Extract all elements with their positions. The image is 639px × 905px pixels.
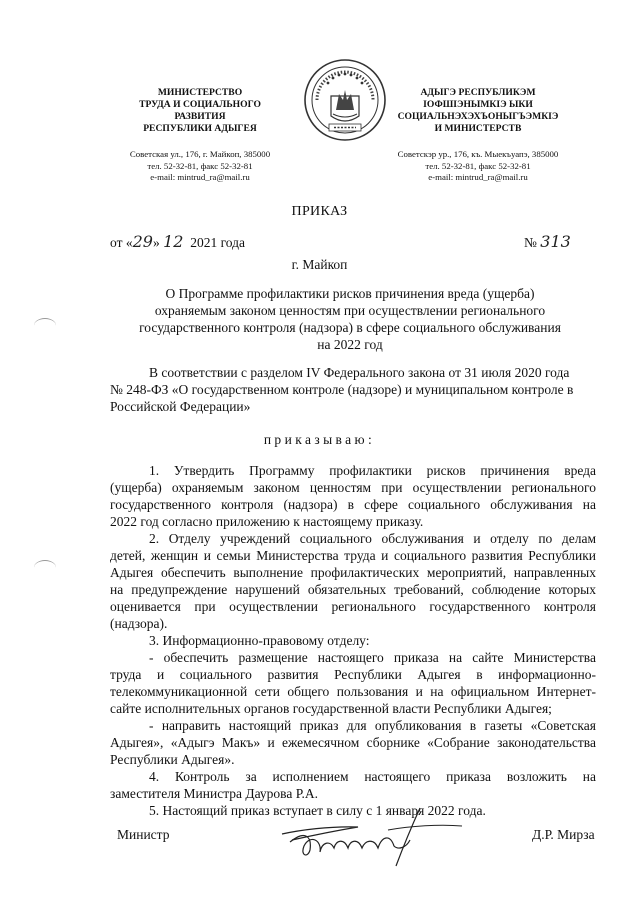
- preamble: [110, 364, 596, 415]
- ministry-address-adyghe: [373, 149, 583, 184]
- ministry-name-line: РАЗВИТИЯ: [174, 111, 226, 122]
- punch-hole: [34, 318, 56, 333]
- text-line: 1. Утвердить Программу профилактики рисков причинения вреда: [149, 463, 596, 478]
- order-item-3: [110, 632, 596, 649]
- handwritten-number: 313: [540, 232, 571, 251]
- order-subject: [110, 285, 590, 353]
- text-line: 5. Настоящий приказ вступает в силу с 1 января 2022 года.: [149, 803, 486, 818]
- order-item-1: [110, 462, 596, 530]
- handwritten-month: 12: [163, 232, 184, 251]
- ministry-address-ru: [95, 149, 305, 184]
- order-item-4: [110, 768, 596, 802]
- ministry-name-line: СОЦИАЛЬНЭХЭХЪОНЫГЪЭМКІЭ: [397, 111, 559, 122]
- header-left: [95, 87, 305, 184]
- text-line: заместителя Министра Даурова Р.А.: [110, 786, 319, 801]
- date-year: 2021 года: [190, 235, 246, 250]
- email-line: e-mail: mintrud_ra@mail.ru: [150, 172, 250, 183]
- text-line: - обеспечить размещение настоящего приказа на сайте Министерства: [149, 650, 596, 665]
- text-line: государственного контроля (надзора) в сфере социального обслуживания на: [110, 497, 596, 512]
- text-line: 4. Контроль за исполнением настоящего приказа возложить на: [149, 769, 596, 784]
- subject-line: охраняемым законом ценностям при осуществлении регионального: [154, 303, 546, 318]
- ministry-name-line: МИНИСТЕРСТВО: [157, 87, 243, 98]
- order-number: [524, 232, 571, 251]
- punch-hole: [34, 560, 56, 575]
- address-line: Советская ул., 176, г. Майкоп, 385000: [129, 149, 271, 159]
- number-sign: №: [524, 235, 541, 250]
- text-line: Адыгея обеспечить выполнение профилактических мероприятий, направленных: [110, 565, 596, 580]
- subject-line: О Программе профилактики рисков причинения вреда (ущерба): [165, 286, 535, 301]
- text-line: Республики Адыгея».: [110, 752, 235, 767]
- text-line: на предупреждение нарушений обязательных требований, соблюдение которых: [110, 582, 596, 597]
- preamble-line: № 248-ФЗ «О государственном контроле (надзоре) и муниципальном контроле в: [110, 382, 574, 397]
- text-line: (ущерба) охраняемым законом ценностям при осуществлении регионального: [110, 480, 596, 495]
- text-line: (надзора).: [110, 616, 168, 631]
- date-prefix: от «: [110, 235, 133, 250]
- ministry-name-line: ТРУДА И СОЦИАЛЬНОГО: [139, 99, 261, 110]
- signatory-name: Д.Р. Мирза: [532, 827, 595, 842]
- text-line: 3. Информационно-правовому отделу:: [149, 633, 370, 648]
- text-line: 2022 год согласно приложению к настоящему приказу.: [110, 514, 424, 529]
- text-line: сайте исполнительных органов государственной власти Республики Адыгея;: [110, 701, 552, 716]
- ministry-name-ru: [95, 87, 305, 135]
- text-line: оценивается при осуществлении регионального государственного контроля: [110, 599, 596, 614]
- text-line: Адыгея», «Адыгэ Макъ» и ежемесячном сборнике «Собрание законодательства: [110, 735, 596, 750]
- order-items: [110, 462, 596, 819]
- phone-line: тел. 52-32-81, факс 52-32-81: [425, 160, 531, 171]
- text-line: - направить настоящий приказ для опубликования в газеты «Советская: [149, 718, 596, 733]
- text-line: 2. Отделу учреждений социального обслуживания и отделу по делам: [149, 531, 596, 546]
- header-right: [373, 87, 583, 184]
- handwritten-day: 29: [132, 232, 153, 251]
- ministry-name-line: АДЫГЭ РЕСПУБЛИКЭМ: [420, 87, 536, 98]
- city-line: г. Майкоп: [291, 257, 348, 272]
- address-line: Советскэр ур., 176, къ. Мыекъуапэ, 385000: [397, 149, 559, 159]
- ministry-name-line: РЕСПУБЛИКИ АДЫГЕЯ: [143, 123, 257, 134]
- orders-heading: приказываю:: [263, 432, 376, 447]
- phone-line: тел. 52-32-81, факс 52-32-81: [147, 160, 253, 171]
- order-item-2: [110, 530, 596, 632]
- email-line: e-mail: mintrud_ra@mail.ru: [428, 172, 528, 183]
- ministry-name-adyghe: [373, 87, 583, 135]
- date-separator: »: [152, 235, 164, 250]
- subject-line: государственного контроля (надзора) в сфере социального обслуживания: [139, 320, 561, 335]
- preamble-line: В соответствии с разделом IV Федерального закона от 31 июля 2020 года: [149, 365, 570, 380]
- ministry-name-line: И МИНИСТЕРСТВ: [434, 123, 522, 134]
- order-item-3-bullet-1: [110, 649, 596, 717]
- subject-line: на 2022 год: [317, 337, 383, 352]
- order-item-3-bullet-2: [110, 717, 596, 768]
- ministry-name-line: ІОФШІЭНЫМКІЭ ЫКИ: [423, 99, 533, 110]
- handwritten-signature: [270, 800, 470, 870]
- signatory-position: Министр: [117, 827, 170, 842]
- order-date: [110, 232, 245, 251]
- document-title: ПРИКАЗ: [291, 204, 348, 219]
- text-line: телекоммуникационной сети общего пользования и на официальном Интернет-: [110, 684, 596, 699]
- text-line: детей, женщин и семьи Министерства труда и социального развития Республики: [110, 548, 596, 563]
- text-line: труда и социального развития Республики Адыгея в информационно-: [110, 667, 596, 682]
- preamble-line: Российской Федерации»: [110, 399, 251, 414]
